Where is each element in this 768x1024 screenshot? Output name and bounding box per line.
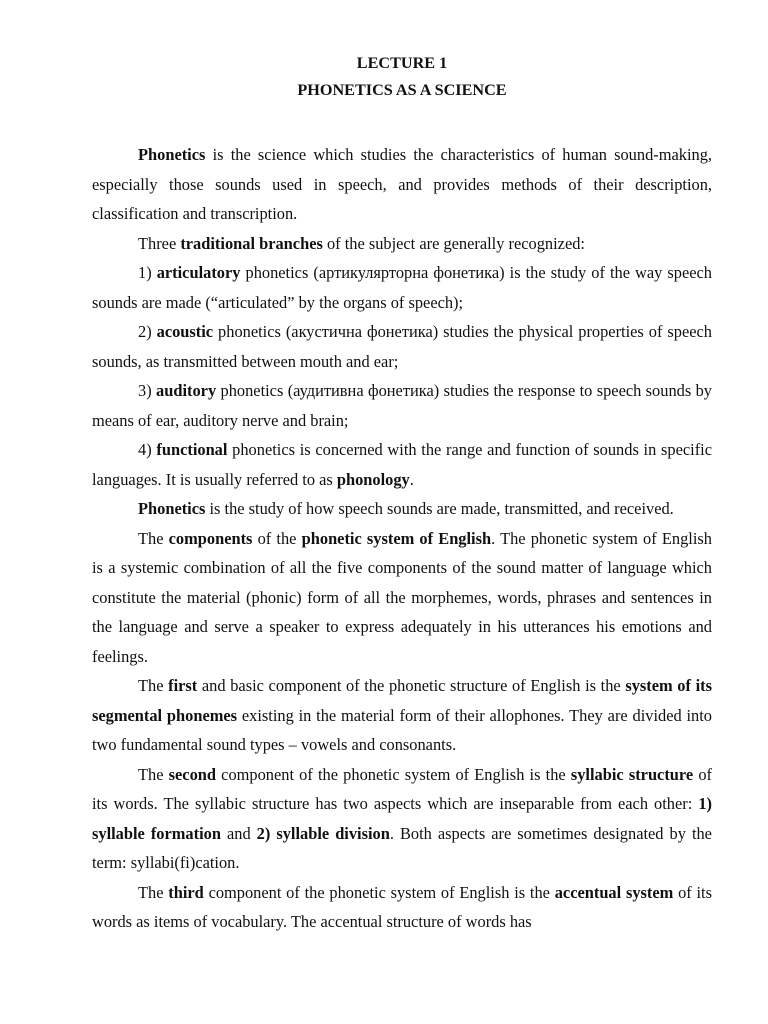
paragraph-text: 2) — [138, 322, 157, 341]
paragraph-text: and — [220, 823, 257, 843]
paragraph-text: phonetics is concerned with the range and function of sounds in specific languages. It is usually referred to as — [92, 440, 712, 489]
paragraph-text: of its words. The syllabic structure has two aspects which are inseparable from each other: — [92, 764, 712, 813]
bold-term: acoustic — [156, 322, 214, 341]
bold-term: 1) syllable formation — [92, 794, 712, 843]
bold-term: third — [168, 882, 204, 902]
paragraph-text: component of the phonetic system of English is the — [203, 882, 555, 902]
body-paragraph — [92, 494, 712, 524]
lecture-body-text — [92, 140, 712, 937]
paragraph-text: and basic component of the phonetic structure of English is the — [197, 676, 626, 695]
paragraph-text: is the science which studies the characteristics of human sound-making, especially those sounds used in speech, and provides methods of their description, classification and transcription. — [92, 145, 712, 223]
body-paragraph — [92, 760, 712, 878]
bold-term: auditory — [156, 381, 217, 400]
lecture-title-heading: PHONETICS AS A SCIENCE — [297, 81, 507, 99]
body-paragraph — [92, 317, 712, 376]
paragraph-text: of its words as items of vocabulary. The accentual structure of words has — [92, 882, 712, 931]
bold-term: syllabic structure — [570, 764, 694, 784]
body-paragraph — [92, 878, 712, 937]
body-paragraph — [92, 524, 712, 672]
bold-term: traditional branches — [180, 233, 323, 253]
paragraph-text: The — [138, 528, 169, 548]
bold-term: Phonetics — [138, 499, 206, 518]
paragraph-text: 3) — [138, 381, 157, 400]
paragraph-text: . — [409, 469, 414, 489]
paragraph-text: 1) — [138, 263, 157, 282]
paragraph-text: . The phonetic system of English is a systemic combination of all the five components of the sound matter of language which constitute the material (phonic) form of all the morphemes, words, phrases and sentences in the language and serve a speaker to express adequately in his utterances his emotions and feelings. — [92, 528, 712, 666]
paragraph-text: of the subject are generally recognized: — [322, 233, 585, 253]
paragraph-text: The — [138, 676, 169, 695]
paragraph-text: phonetics (аудитивна фонетика) studies the response to speech sounds by means of ear, auditory nerve and brain; — [92, 381, 712, 430]
paragraph-text: component of the phonetic system of English is the — [216, 764, 571, 784]
body-paragraph — [92, 258, 712, 317]
bold-term: Phonetics — [138, 145, 206, 164]
bold-term: system of its segmental phonemes — [92, 676, 712, 725]
bold-term: accentual system — [554, 882, 674, 902]
paragraph-text: existing in the material form of their allophones. They are divided into two fundamental sound types – vowels and consonants. — [92, 705, 712, 754]
paragraph-text: phonetics (акустична фонетика) studies the physical properties of speech sounds, as transmitted between mouth and ear; — [92, 322, 712, 371]
body-paragraph — [92, 376, 712, 435]
paragraph-text: is the study of how speech sounds are made, transmitted, and received. — [205, 499, 674, 518]
bold-term: components — [168, 528, 253, 548]
bold-term: second — [168, 764, 217, 784]
body-paragraph — [92, 229, 712, 259]
bold-term: phonology — [336, 469, 410, 489]
body-paragraph — [92, 140, 712, 229]
paragraph-text: 4) — [138, 440, 157, 459]
body-paragraph — [92, 671, 712, 760]
bold-term: 2) syllable division — [256, 823, 390, 843]
paragraph-text: The — [138, 882, 169, 902]
lecture-number-heading: LECTURE 1 — [356, 54, 448, 72]
bold-term: articulatory — [156, 263, 241, 282]
bold-term: phonetic system of English — [301, 528, 492, 548]
paragraph-text: Three — [138, 233, 181, 253]
bold-term: functional — [156, 440, 228, 459]
paragraph-text: The — [138, 764, 169, 784]
body-paragraph — [92, 435, 712, 494]
bold-term: first — [168, 676, 198, 695]
paragraph-text: phonetics (артикулярторна фонетика) is the study of the way speech sounds are made (“articulated” by the organs of speech); — [92, 263, 712, 312]
document-page — [92, 50, 712, 937]
paragraph-text: . Both aspects are sometimes designated by the term: syllabi(fi)cation. — [92, 823, 712, 872]
paragraph-text: of the — [252, 528, 302, 548]
